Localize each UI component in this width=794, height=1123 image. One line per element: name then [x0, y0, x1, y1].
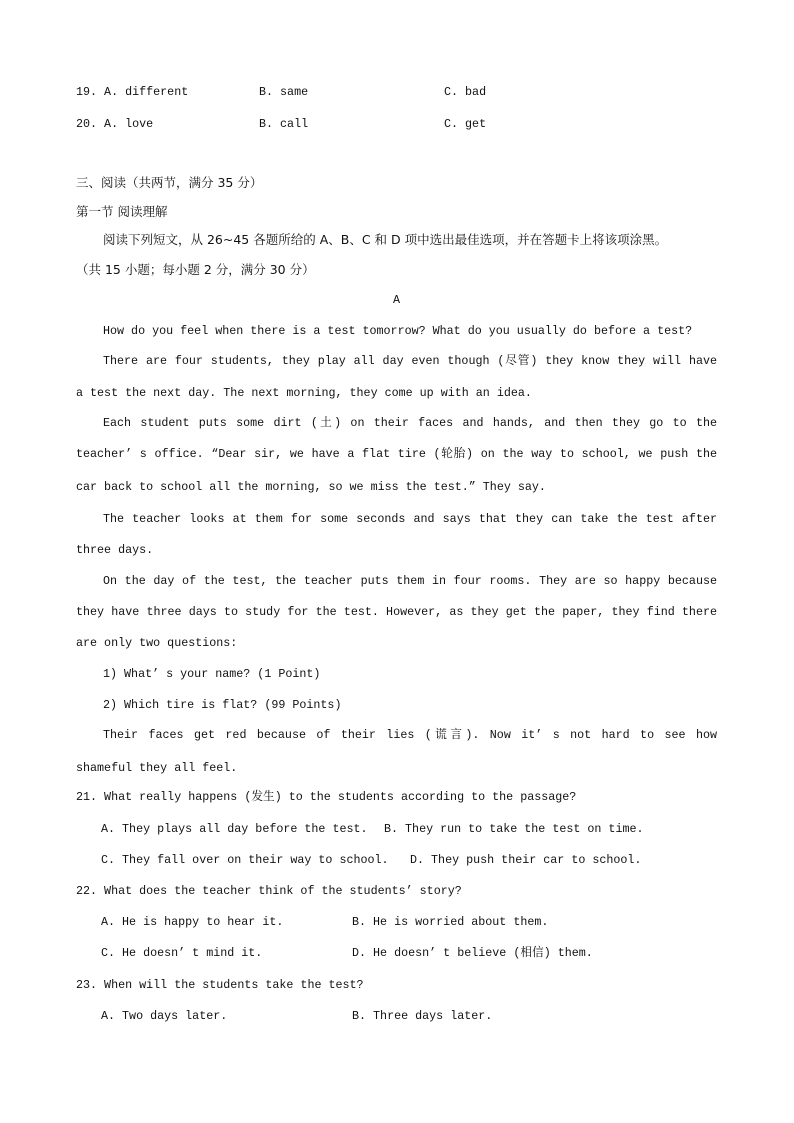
q20-option-b: B. call [259, 117, 309, 131]
q22-option-d: D. He doesn’ t believe (相信) them. [352, 946, 593, 960]
passage-line: The teacher looks at them for some seconds and says that they can take the test after [103, 512, 717, 526]
q22-option-a: A. He is happy to hear it. [101, 915, 284, 929]
q21-option-b: B. They run to take the test on time. [384, 822, 644, 836]
q21-stem: 21. What really happens (发生) to the students according to the passage? [76, 790, 577, 804]
passage-line: car back to school all the morning, so we miss the test.” They say. [76, 480, 546, 494]
q22-option-b: B. He is worried about them. [352, 915, 549, 929]
q19-option-a: 19. A. different [76, 85, 189, 99]
passage-label: A [393, 293, 401, 307]
instructions-line-1: 阅读下列短文，从 26~45 各题所给的 A、B、C 和 D 项中选出最佳选项，并在答题卡上将该项涂黑。 [103, 232, 668, 247]
q20-option-a: 20. A. love [76, 117, 154, 131]
q21-option-d: D. They push their car to school. [410, 853, 642, 867]
passage-line: 1) What’ s your name? (1 Point) [103, 667, 321, 681]
passage-line: are only two questions: [76, 636, 238, 650]
q23-option-a: A. Two days later. [101, 1009, 228, 1023]
section-subtitle: 第一节 阅读理解 [76, 204, 168, 219]
passage-line: Each student puts some dirt (土) on their faces and hands, and then they go to the [103, 416, 717, 430]
passage-line: a test the next day. The next morning, they come up with an idea. [76, 386, 532, 400]
instructions-line-2: （共 15 小题；每小题 2 分，满分 30 分） [76, 262, 315, 277]
q23-option-b: B. Three days later. [352, 1009, 493, 1023]
q23-stem: 23. When will the students take the test? [76, 978, 364, 992]
q21-option-a: A. They plays all day before the test. [101, 822, 368, 836]
passage-line: 2) Which tire is flat? (99 Points) [103, 698, 342, 712]
passage-line: On the day of the test, the teacher puts them in four rooms. They are so happy because [103, 574, 717, 588]
passage-line: There are four students, they play all day even though (尽管) they know they will have [103, 354, 717, 368]
passage-line: Their faces get red because of their lies (谎言). Now it’ s not hard to see how [103, 728, 717, 742]
section-title: 三、阅读（共两节，满分 35 分） [76, 175, 263, 190]
passage-line: teacher’ s office. “Dear sir, we have a flat tire (轮胎) on the way to school, we push the [76, 447, 717, 461]
q21-option-c: C. They fall over on their way to school. [101, 853, 389, 867]
q19-option-c: C. bad [444, 85, 487, 99]
q20-option-c: C. get [444, 117, 487, 131]
passage-line: shameful they all feel. [76, 761, 238, 775]
passage-line: How do you feel when there is a test tomorrow? What do you usually do before a test? [103, 324, 693, 338]
q19-option-b: B. same [259, 85, 309, 99]
q22-option-c: C. He doesn’ t mind it. [101, 946, 263, 960]
passage-line: three days. [76, 543, 154, 557]
q22-stem: 22. What does the teacher think of the students’ story? [76, 884, 462, 898]
passage-line: they have three days to study for the test. However, as they get the paper, they find there [76, 605, 717, 619]
